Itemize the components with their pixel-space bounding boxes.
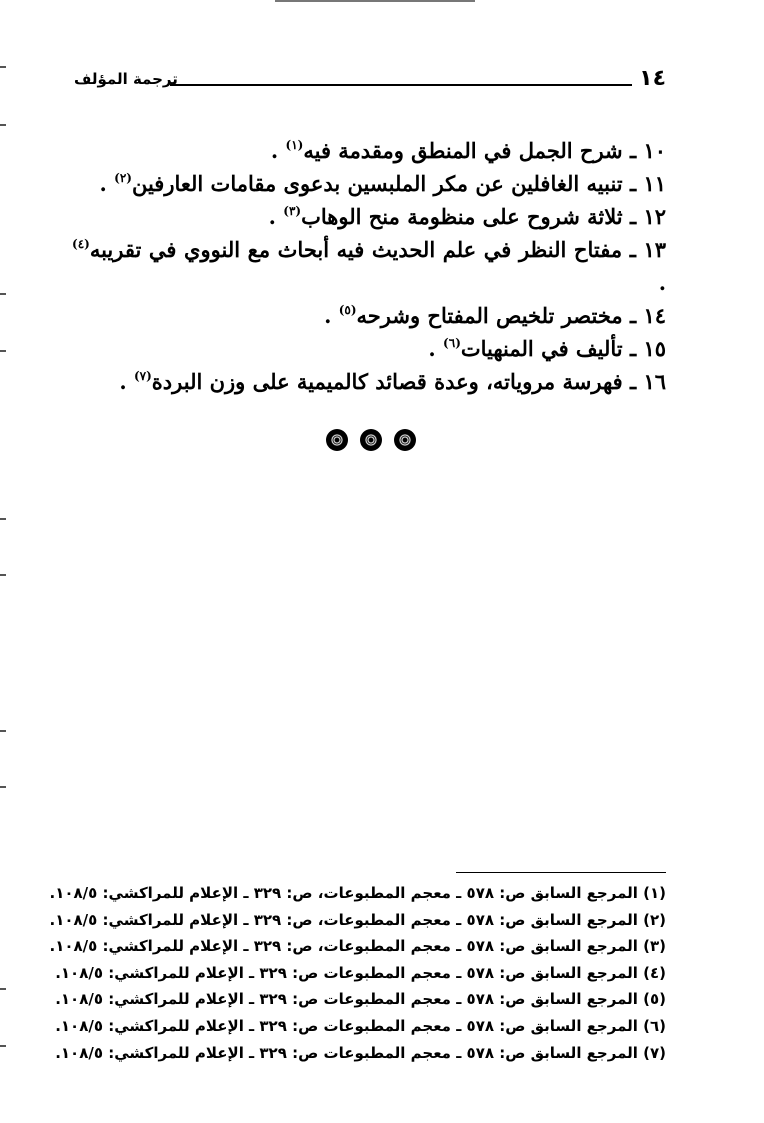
footnote-ref: (٤) [72,237,90,251]
item-text: مفتاح النظر في علم الحديث فيه أبحاث مع النووي في تقريبه [89,237,623,262]
footnote-ref: (٥) [338,303,357,317]
rosette-icon [360,429,382,451]
footnote-ref: (٣) [283,204,302,218]
footnote-rule [456,872,666,873]
item-number: ١٣ [643,237,666,262]
list-item [72,200,666,233]
list-item [72,233,666,299]
section-ornament [326,428,416,452]
item-text: شرح الجمل في المنطق ومقدمة فيه [303,138,623,163]
margin-tick [0,1045,6,1047]
footnote-ref: (٧) [133,369,152,383]
item-end: . [658,270,666,295]
footnotes [49,880,666,1066]
item-number: ١٦ [643,369,666,394]
footnote-ref: (٦) [443,336,461,350]
item-number: ١٢ [643,204,666,229]
item-separator: ـ [629,336,637,361]
margin-tick [0,988,6,990]
item-separator: ـ [629,237,636,262]
item-number: ١٥ [643,336,666,361]
footnote-ref: (٢) [114,171,132,185]
list-item [72,299,666,332]
margin-tick [0,786,6,788]
list-item [72,167,666,200]
item-text: مختصر تلخيص المفتاح وشرحه [356,303,623,328]
item-end: . [99,171,107,196]
footnote-ref: (١) [285,138,304,152]
item-separator: ـ [629,171,637,196]
item-number: ١٤ [643,303,666,328]
item-text: تنبيه الغافلين عن مكر الملبسين بدعوى مقامات العارفين [131,171,623,196]
margin-tick [0,124,6,126]
header-rule [170,84,632,86]
item-separator: ـ [629,138,637,163]
rosette-icon [394,429,416,451]
footnote: (٦) المرجع السابق ص: ٥٧٨ ـ معجم المطبوعات ص: ٣٢٩ ـ الإعلام للمراكشي: ١٠٨/٥. [55,1016,666,1035]
margin-tick [0,518,6,520]
page-header [74,66,666,94]
item-separator: ـ [629,303,637,328]
item-text: فهرسة مروياته، وعدة قصائد كالميمية على وزن البردة [151,369,623,394]
margin-tick [0,293,6,295]
item-end: . [268,204,276,229]
item-end: . [428,336,436,361]
footnote: (٤) المرجع السابق ص: ٥٧٨ ـ معجم المطبوعات ص: ٣٢٩ ـ الإعلام للمراكشي: ١٠٨/٥. [55,963,666,982]
list-item [72,365,666,398]
footnote: (٢) المرجع السابق ص: ٥٧٨ ـ معجم المطبوعات، ص: ٣٢٩ ـ الإعلام للمراكشي: ١٠٨/٥. [49,910,666,929]
footnote: (٣) المرجع السابق ص: ٥٧٨ ـ معجم المطبوعات، ص: ٣٢٩ ـ الإعلام للمراكشي: ١٠٨/٥. [49,937,666,956]
margin-tick [0,350,6,352]
item-number: ١١ [643,171,666,196]
item-end: . [324,303,332,328]
margin-tick [0,66,6,68]
running-title: ترجمة المؤلف [74,70,178,88]
page-number: ١٤ [639,66,666,91]
item-separator: ـ [629,204,637,229]
footnote: (٧) المرجع السابق ص: ٥٧٨ ـ معجم المطبوعات ص: ٣٢٩ ـ الإعلام للمراكشي: ١٠٨/٥. [55,1043,666,1062]
footnote: (١) المرجع السابق ص: ٥٧٨ ـ معجم المطبوعات، ص: ٣٢٩ ـ الإعلام للمراكشي: ١٠٨/٥. [49,884,666,902]
item-end: . [119,369,127,394]
item-number: ١٠ [643,138,666,163]
rosette-icon [326,429,348,451]
item-text: تأليف في المنهيات [460,336,623,361]
works-list [72,134,666,398]
margin-tick [0,730,6,732]
list-item [72,332,666,365]
item-separator: ـ [629,369,637,394]
top-edge-line [275,0,475,2]
list-item [72,134,666,167]
margin-tick [0,574,6,576]
footnote: (٥) المرجع السابق ص: ٥٧٨ ـ معجم المطبوعات ص: ٣٢٩ ـ الإعلام للمراكشي: ١٠٨/٥. [55,990,666,1009]
item-text: ثلاثة شروح على منظومة منح الوهاب [301,204,623,229]
item-end: . [270,138,279,163]
